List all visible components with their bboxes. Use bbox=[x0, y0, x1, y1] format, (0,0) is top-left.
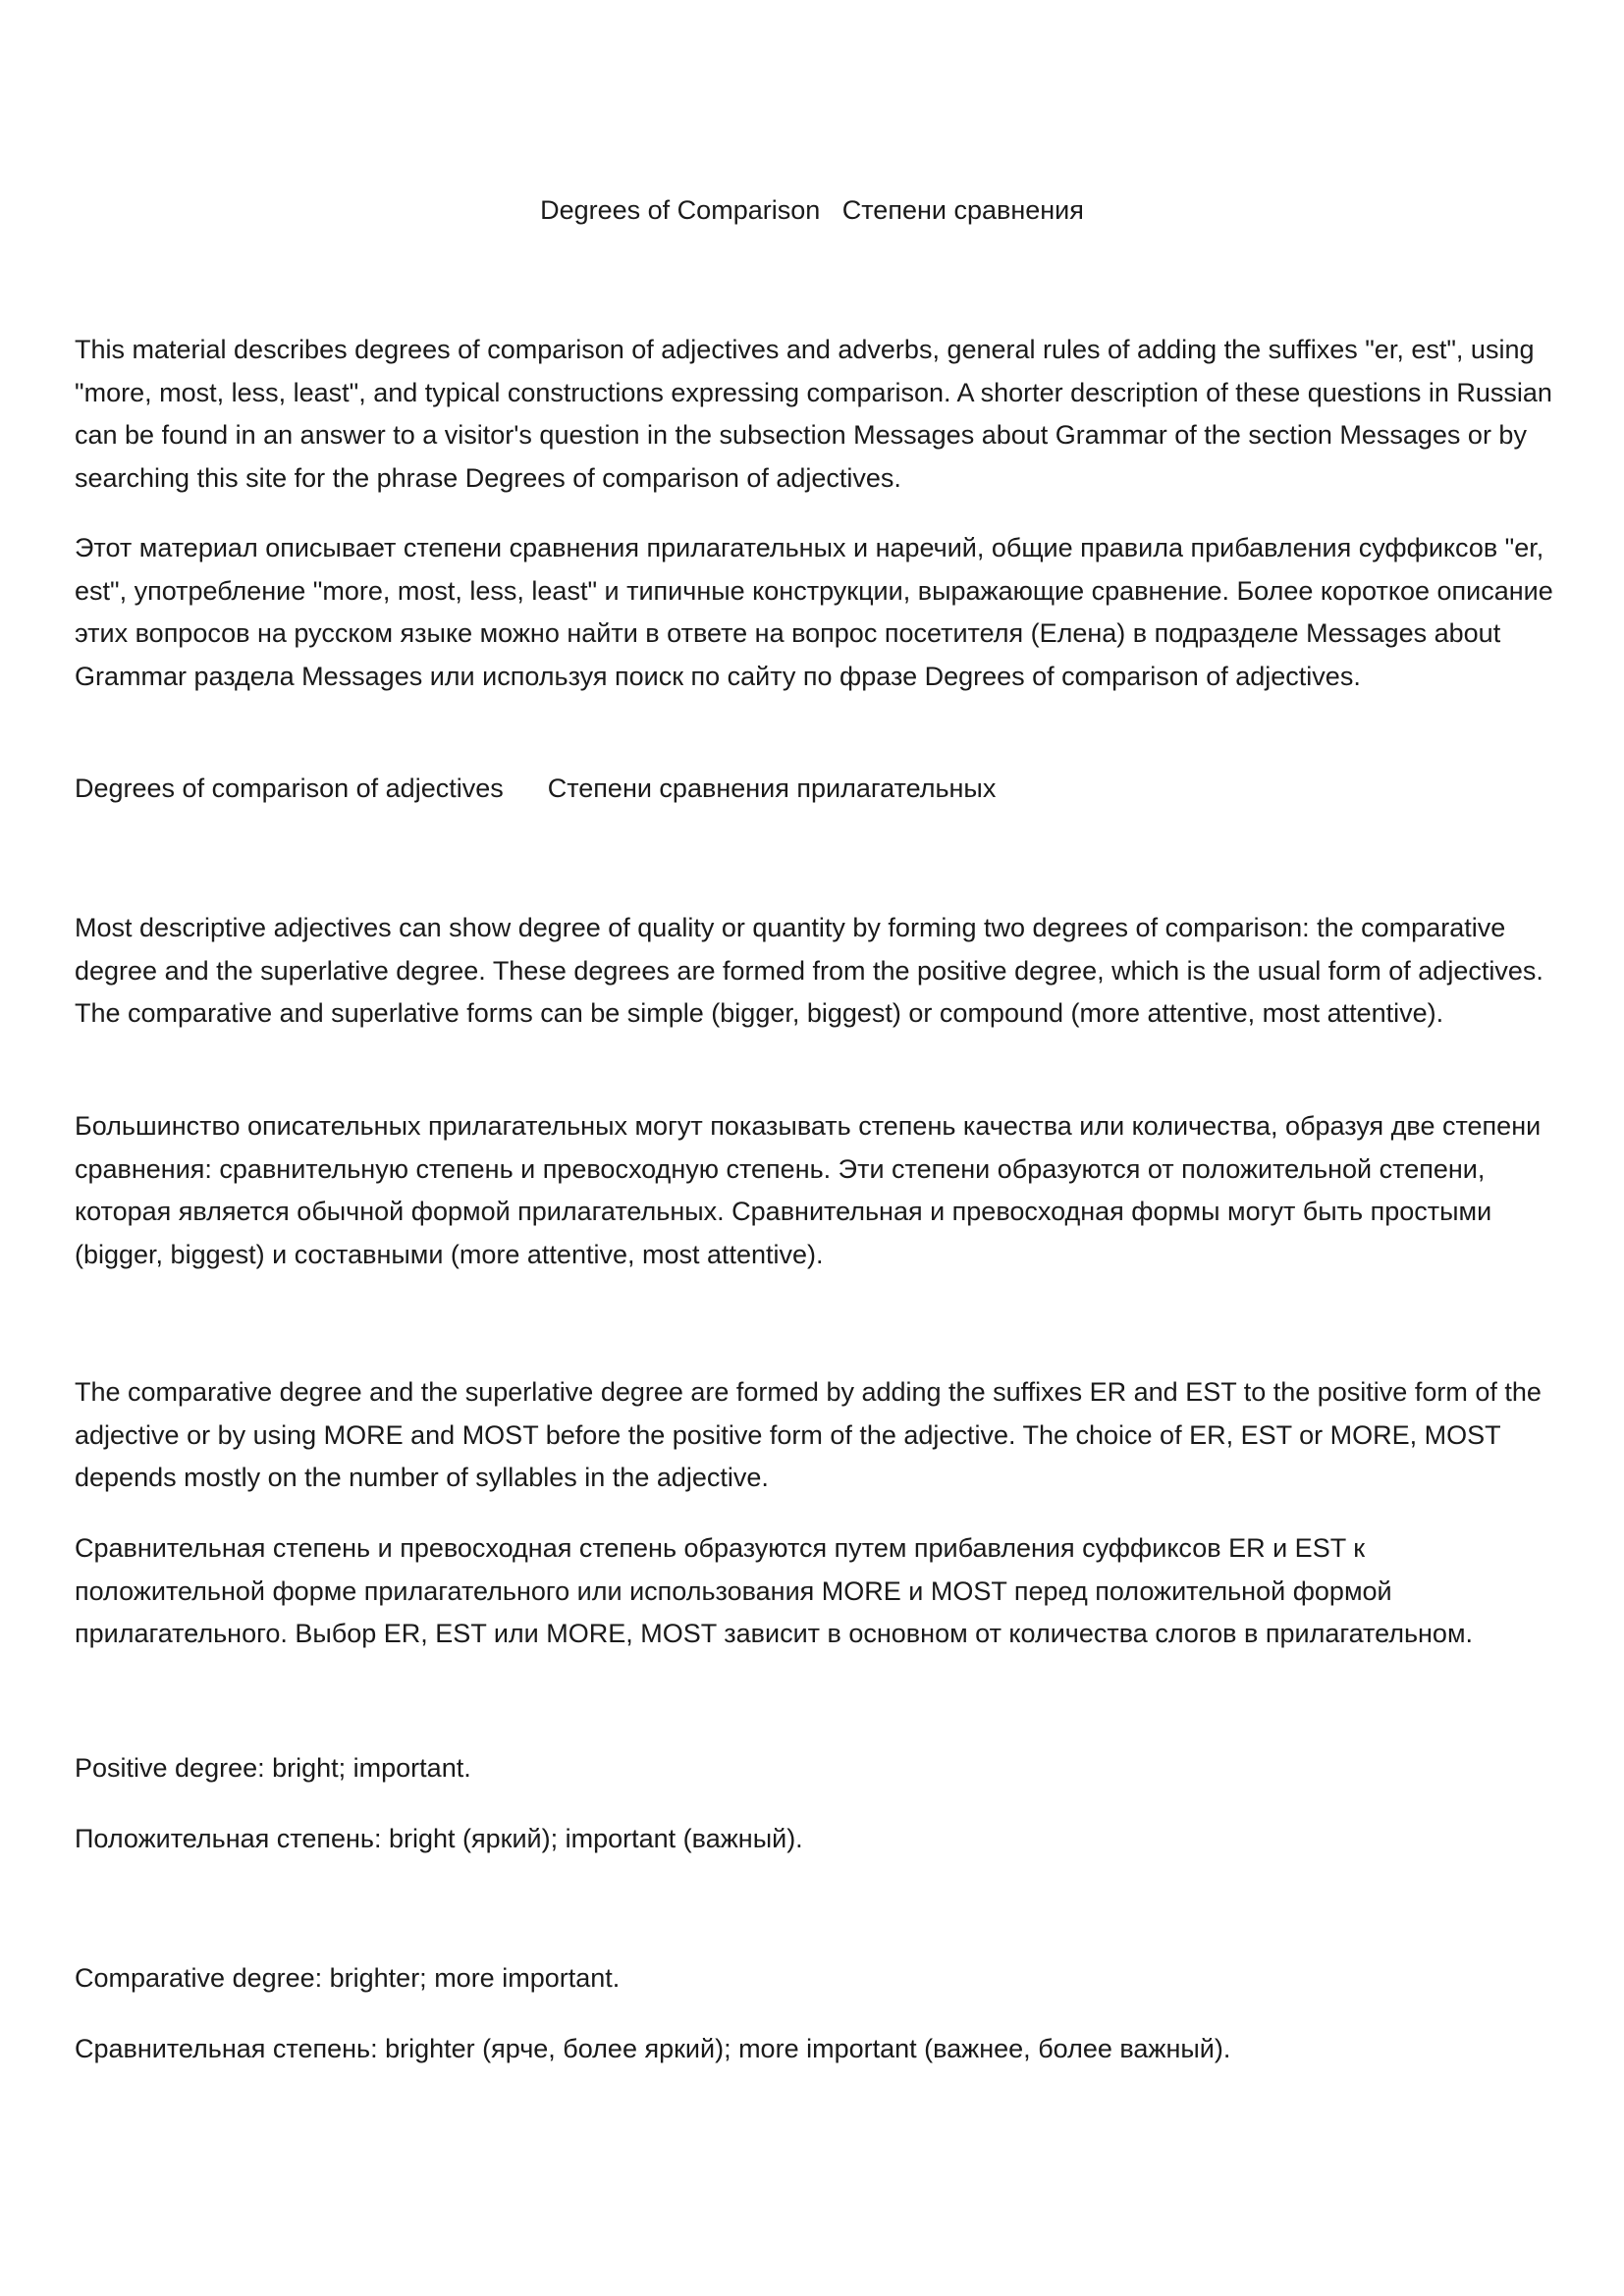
comparative-degree-en: Comparative degree: brighter; more important. bbox=[75, 1963, 621, 1993]
suffixes-paragraph-ru: Сравнительная степень и превосходная степень образуются путем прибавления суффиксов ER и EST к положительной форме прилагательного или использования MORE и MOST перед положительной формой прилагательного. Выбор ER, EST или MORE, MOST зависит в основном от количества слогов в прилагательном. bbox=[75, 1533, 1474, 1648]
intro-paragraph-en: This material describes degrees of comparison of adjectives and adverbs, general rules of adding the suffixes "er, est", using "more, most, less, least", and typical constructions expressing comparison. A shorter description of these questions in Russian can be found in an answer to a visitor's question in the subsection Messages about Grammar of the section Messages or by searching this site for the phrase Degrees of comparison of adjectives. bbox=[75, 335, 1552, 493]
section-heading: Degrees of comparison of adjectives Степени сравнения прилагательных bbox=[75, 774, 997, 803]
intro-paragraph-ru: Этот материал описывает степени сравнения прилагательных и наречий, общие правила прибавления суффиксов "er, est", употребление "more, most, less, least" и типичные конструкции, выражающие сравнение. Более короткое описание этих вопросов на русском языке можно найти в ответе на вопрос посетителя (Елена) в подразделе Messages about Grammar раздела Messages или используя поиск по сайту по фразе Degrees of comparison of adjectives. bbox=[75, 533, 1553, 691]
descriptive-paragraph-ru: Большинство описательных прилагательных могут показывать степень качества или количества, образуя две степени сравнения: сравнительную степень и превосходную степень. Эти степени образуются от положительной степени, которая является обычной формой прилагательных. Сравнительная и превосходная формы могут быть простыми (bigger, biggest) и составными (more attentive, most attentive). bbox=[75, 1111, 1542, 1269]
suffixes-paragraph-en: The comparative degree and the superlative degree are formed by adding the suffixes ER and EST to the positive form of the adjective or by using MORE and MOST before the positive form of the adjective. The choice of ER, EST or MORE, MOST depends mostly on the number of syllables in the adjective. bbox=[75, 1377, 1542, 1492]
positive-degree-ru: Положительная степень: bright (яркий); important (важный). bbox=[75, 1824, 803, 1853]
comparative-degree-ru: Сравнительная степень: brighter (ярче, более яркий); more important (важнее, более важный). bbox=[75, 2034, 1231, 2063]
descriptive-paragraph-en: Most descriptive adjectives can show degree of quality or quantity by forming two degrees of comparison: the comparative degree and the superlative degree. These degrees are formed from the positive degree, which is the usual form of adjectives. The comparative and superlative forms can be simple (bigger, biggest) or compound (more attentive, most attentive). bbox=[75, 913, 1543, 1028]
page-title: Degrees of Comparison Степени сравнения bbox=[540, 195, 1084, 225]
positive-degree-en: Positive degree: bright; important. bbox=[75, 1753, 471, 1783]
